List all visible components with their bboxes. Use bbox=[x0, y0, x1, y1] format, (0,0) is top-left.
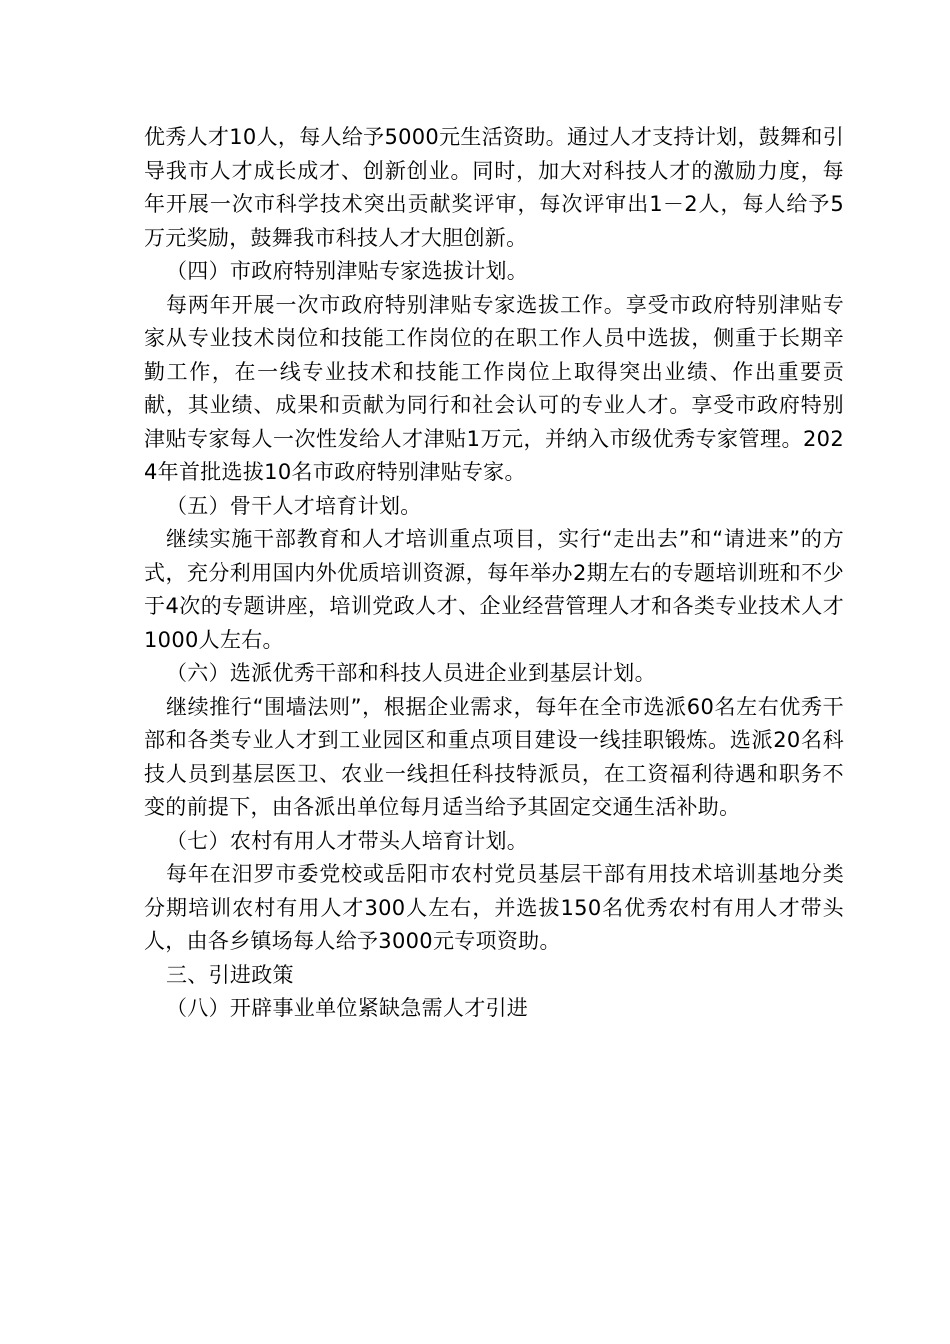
document-body bbox=[144, 121, 844, 1026]
paragraph-dispatch-cadres: 继续推行“围墙法则”，根据企业需求，每年在全市选派60名左右优秀干部和各类专业人才到工业园区和重点项目建设一线挂职锻炼。选派20名科技人员到基层医卫、农业一线担任科技特派员，在工资福利待遇和职务不变的前提下，由各派出单位每月适当给予其固定交通生活补助。 bbox=[144, 694, 844, 819]
heading-introduction-policy: 三、引进政策 bbox=[166, 962, 294, 987]
heading-backbone-talent-plan: （五）骨干人才培育计划。 bbox=[166, 493, 422, 518]
heading-urgent-talent-introduction: （八）开辟事业单位紧缺急需人才引进 bbox=[166, 996, 529, 1020]
paragraph-special-allowance: 每两年开展一次市政府特别津贴专家选拔工作。享受市政府特别津贴专家从专业技术岗位和技能工作岗位的在职工作人员中选拔，侧重于长期辛勤工作，在一线专业技术和技能工作岗位上取得突出业绩、作出重要贡献，其业绩、成果和贡献为同行和社会认可的专业人才。享受市政府特别津贴专家每人一次性发给人才津贴1万元，并纳入市级优秀专家管理。2024年首批选拔10名市政府特别津贴专家。 bbox=[144, 292, 844, 484]
paragraph-talent-subsidy: 优秀人才10人，每人给予5000元生活资助。通过人才支持计划，鼓舞和引导我市人才成长成才、创新创业。同时，加大对科技人才的激励力度，每年开展一次市科学技术突出贡献奖评审，每次评审出1－2人，每人给予5万元奖励，鼓舞我市科技人才大胆创新。 bbox=[144, 125, 844, 250]
paragraph-backbone-talent: 继续实施干部教育和人才培训重点项目，实行“走出去”和“请进来”的方式，充分利用国内外优质培训资源，每年举办2期左右的专题培训班和不少于4次的专题讲座，培训党政人才、企业经营管理人才和各类专业技术人才1000人左右。 bbox=[144, 527, 844, 652]
heading-dispatch-cadres-plan: （六）选派优秀干部和科技人员进企业到基层计划。 bbox=[166, 661, 656, 685]
heading-rural-talent-plan: （七）农村有用人才带头人培育计划。 bbox=[166, 828, 529, 853]
paragraph-rural-talent: 每年在汨罗市委党校或岳阳市农村党员基层干部有用技术培训基地分类分期培训农村有用人才300人左右，并选拔150名优秀农村有用人才带头人，由各乡镇场每人给予3000元专项资助。 bbox=[144, 862, 844, 953]
heading-special-allowance-plan: （四）市政府特别津贴专家选拔计划。 bbox=[166, 259, 529, 283]
